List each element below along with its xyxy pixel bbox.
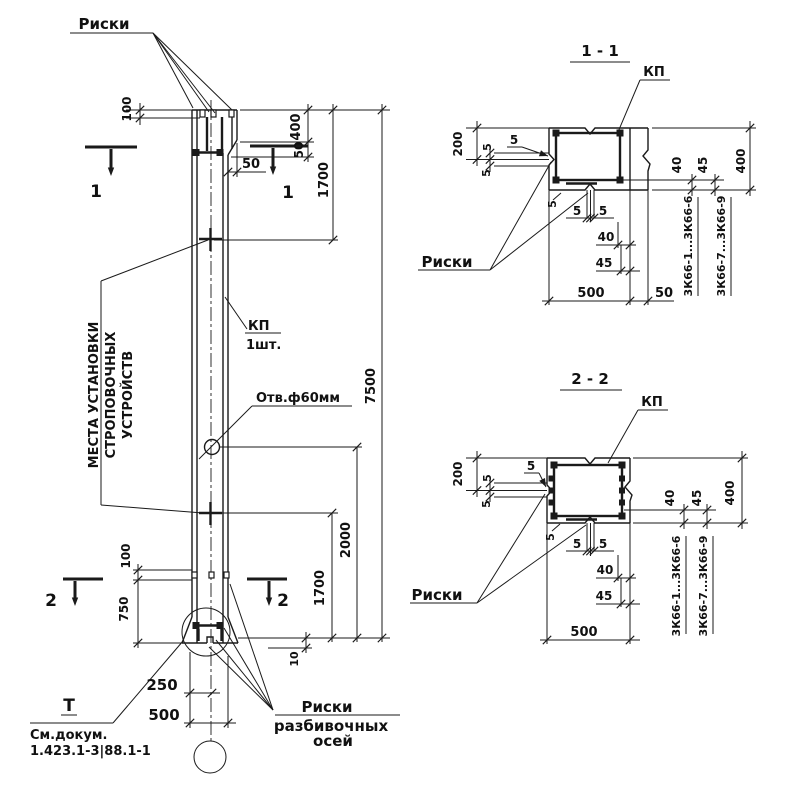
axis-point-circle xyxy=(194,741,226,773)
section-1-1 xyxy=(418,42,756,305)
s1-dim-5-lower: 5 xyxy=(480,169,493,177)
lifting-label-line1: МЕСТА УСТАНОВКИ xyxy=(87,321,102,469)
s2-dim-5-upper: 5 xyxy=(481,474,494,482)
hole-circle xyxy=(205,440,220,455)
elevation-view xyxy=(30,15,400,773)
section-mark-1-right: 1 xyxy=(282,183,294,203)
s1-dim-45-right: 45 xyxy=(696,156,710,174)
riski-top-label: Риски xyxy=(78,15,130,33)
dim-400-top: 400 xyxy=(289,113,304,141)
s2-dim-400-right: 400 xyxy=(723,480,737,506)
hole-label: Отв.ф60мм xyxy=(256,391,340,406)
doc-note-line2: 1.423.1-3|88.1-1 xyxy=(30,744,151,759)
s1-marks-a: 3К66-1...3К66-6 xyxy=(682,195,695,297)
s1-riski-label: Риски xyxy=(421,253,473,271)
kp-qty-label: 1шт. xyxy=(246,338,282,353)
s2-dim-200: 200 xyxy=(451,461,465,487)
s2-dim-500: 500 xyxy=(570,625,598,640)
s1-dim-5-leader: 5 xyxy=(509,133,519,147)
axes-riski-line2: разбивочных xyxy=(273,717,389,735)
section-1-1-kp: КП xyxy=(643,65,665,80)
section-1-1-title: 1 - 1 xyxy=(581,42,619,60)
s2-dim-5-lower: 5 xyxy=(480,500,493,508)
s1-dim-5-b2: 5 xyxy=(598,204,608,218)
doc-mark: Т xyxy=(63,696,75,716)
s2-dim-5-leader: 5 xyxy=(526,459,536,473)
s2-dim-40-bottom: 40 xyxy=(596,563,614,577)
dim-500-bottom: 500 xyxy=(148,706,180,724)
section-2-2-rebar xyxy=(549,462,626,520)
s1-dim-45-bottom: 45 xyxy=(595,256,613,270)
axes-riski-line1: Риски xyxy=(301,698,353,716)
bottom-riski-marks xyxy=(192,572,229,578)
dim-100-top: 100 xyxy=(120,96,134,122)
dim-1700-bottom: 1700 xyxy=(313,569,328,607)
top-riski-marks xyxy=(200,110,234,117)
s2-dim-45-bottom: 45 xyxy=(595,589,613,603)
doc-note-line1: См.докум. xyxy=(30,728,108,743)
s1-dim-500: 500 xyxy=(577,286,605,301)
s1-dim-40-right: 40 xyxy=(670,156,684,174)
s1-dim-5-bottomleft: 5 xyxy=(546,200,559,208)
s1-marks-b: 3К66-7...3К66-9 xyxy=(715,195,728,297)
s2-marks-a: 3К66-1...3К66-6 xyxy=(670,535,683,637)
axes-riski-line3: осей xyxy=(313,732,353,750)
dim-50-right: 50 xyxy=(292,141,306,159)
column-outline xyxy=(182,110,238,643)
s1-dim-50: 50 xyxy=(654,286,674,301)
lifting-label-line3: УСТРОЙСТВ xyxy=(121,350,136,440)
section-2-2-title: 2 - 2 xyxy=(571,370,609,388)
lifting-label-line2: СТРОПОВОЧНЫХ xyxy=(104,331,119,459)
elevation-leaders xyxy=(30,33,400,723)
dim-50-chamfer: 50 xyxy=(241,157,261,172)
s2-marks-b: 3К66-7...3К66-9 xyxy=(697,535,710,637)
dim-250: 250 xyxy=(146,676,178,694)
dim-100-bottom: 100 xyxy=(119,543,133,569)
section-mark-2-left: 2 xyxy=(45,591,57,611)
section-1-1-dimensions xyxy=(418,121,756,305)
elevation-dimensions xyxy=(126,103,390,728)
dim-2000: 2000 xyxy=(339,521,354,559)
dim-7500: 7500 xyxy=(364,367,379,405)
s2-dim-5-bottomleft: 5 xyxy=(544,533,557,541)
dim-10: 10 xyxy=(288,651,301,667)
s1-dim-200: 200 xyxy=(451,131,465,157)
s1-dim-40-bottom: 40 xyxy=(597,230,615,244)
section-2-2-kp: КП xyxy=(641,395,663,410)
section-2-2 xyxy=(410,370,748,644)
section-mark-2-right: 2 xyxy=(277,591,289,611)
s1-dim-5-b1: 5 xyxy=(572,204,582,218)
s1-dim-5-upper: 5 xyxy=(481,143,494,151)
s2-riski-label: Риски xyxy=(411,586,463,604)
s2-dim-40-right: 40 xyxy=(663,489,677,507)
s1-dim-400-right: 400 xyxy=(734,148,748,174)
section-1-1-rebar xyxy=(553,130,624,184)
dim-750: 750 xyxy=(117,596,131,622)
kp-label: КП xyxy=(248,319,270,334)
dim-1700-top: 1700 xyxy=(317,161,332,199)
s2-dim-5-b1: 5 xyxy=(572,537,582,551)
section-mark-1-left: 1 xyxy=(90,182,102,202)
s2-dim-5-b2: 5 xyxy=(598,537,608,551)
s2-dim-45-right: 45 xyxy=(690,489,704,507)
